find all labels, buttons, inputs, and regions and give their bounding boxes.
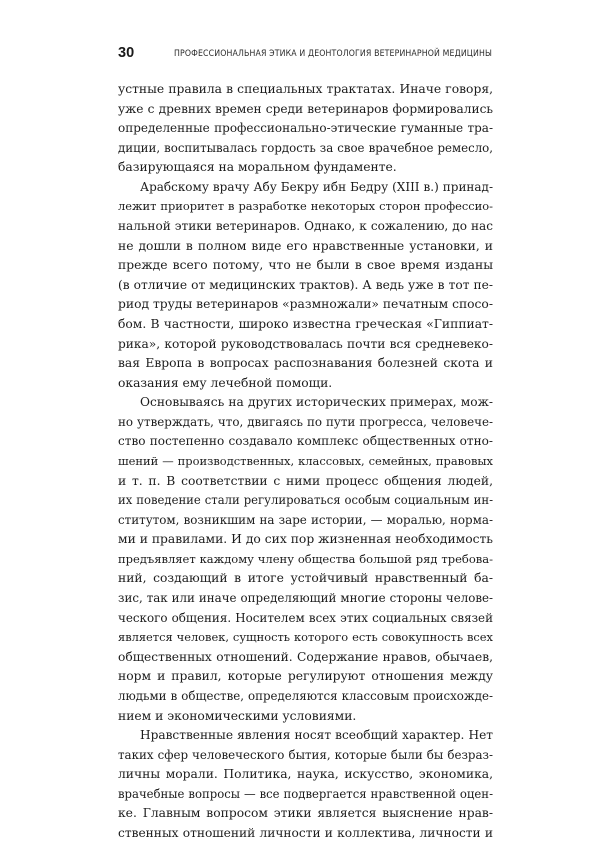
text-line: врачебные вопросы — все подвергается нравственной оцен- [118, 786, 493, 801]
text-line: таких сфер человеческого бытия, которые были бы безраз- [118, 747, 493, 762]
running-title: ПРОФЕССИОНАЛЬНАЯ ЭТИКА И ДЕОНТОЛОГИЯ ВЕТЕРИНАРНОЙ МЕДИЦИНЫ [174, 49, 493, 59]
text-line: (в отличие от медицинских трактов). А ведь уже в тот пе- [118, 277, 493, 292]
text-line: предъявляет каждому члену общества большой ряд требова- [118, 551, 493, 566]
text-line: прежде всего потому, что не были в свое время изданы [118, 258, 493, 273]
text-line: лежит приоритет в разработке некоторых сторон профессио- [118, 199, 493, 214]
text-line: зис, так или иначе определяющий многие стороны челове- [118, 591, 493, 606]
text-line: является человек, сущность которого есть совокупность всех [118, 630, 493, 645]
text-line: не дошли в полном виде его нравственные установки, и [118, 238, 493, 253]
running-head [118, 44, 493, 64]
text-line: их поведение стали регулироваться особым социальным ин- [118, 493, 493, 508]
text-line: ке. Главным вопросом этики является выяснение нрав- [118, 806, 493, 821]
text-line: базирующаяся на моральном фундаменте. [118, 160, 397, 175]
text-line: устные правила в специальных трактатах. Иначе говоря, [118, 82, 493, 96]
text-line: шений — производственных, классовых, семейных, правовых [118, 453, 493, 468]
text-line: ческого общения. Носителем всех этих социальных связей [118, 610, 493, 625]
text-line: риод труды ветеринаров «размножали» печатным спосо- [118, 297, 493, 312]
text-line: ний, создающий в итоге устойчивый нравственный ба- [118, 571, 493, 586]
text-line: норм и правил, которые регулируют отношения между [118, 669, 493, 684]
text-line: общественных отношений. Содержание нравов, обычаев, [118, 649, 493, 664]
text-line: бом. В частности, широко известна греческая «Гиппиат- [118, 316, 493, 331]
text-line: рика», которой руководствовалась почти вся средневеко- [118, 336, 493, 351]
text-line: нием и экономическими условиями. [118, 708, 357, 723]
text-line: диции, воспитывалась гордость за свое врачебное ремесло, [118, 140, 493, 155]
text-line: но утверждать, что, двигаясь по пути прогресса, человече- [118, 414, 493, 429]
text-line: людьми в обществе, определяются классовым происхожде- [118, 688, 493, 703]
text-line: Нравственные явления носят всеобщий характер. Нет [140, 728, 493, 743]
page-number: 30 [118, 45, 135, 61]
text-line: ство постепенно создавало комплекс общественных отно- [118, 434, 493, 449]
text-line: нальной этики ветеринаров. Однако, к сожалению, до нас [118, 219, 493, 234]
text-line: ственных отношений личности и коллектива, личности и [118, 825, 493, 840]
text-line: вая Европа в вопросах распознавания болезней скота и [118, 356, 493, 371]
text-line: ститутом, возникшим на заре истории, — моралью, норма- [118, 512, 493, 527]
text-line: личны морали. Политика, наука, искусство, экономика, [118, 767, 493, 782]
text-line: определенные профессионально-этические гуманные тра- [118, 121, 493, 136]
body-text [118, 80, 493, 844]
text-line: и т. п. В соответствии с ними процесс общения людей, [118, 473, 493, 488]
text-line: Основываясь на других исторических примерах, мож- [140, 395, 493, 410]
text-line: ми и правилами. И до сих пор жизненная необходимость [118, 532, 493, 547]
text-line: оказания ему лечебной помощи. [118, 375, 333, 390]
text-line: Арабскому врачу Абу Бекру ибн Бедру (XIII в.) принад- [140, 179, 493, 194]
text-line: уже с древних времен среди ветеринаров формировались [118, 101, 493, 116]
